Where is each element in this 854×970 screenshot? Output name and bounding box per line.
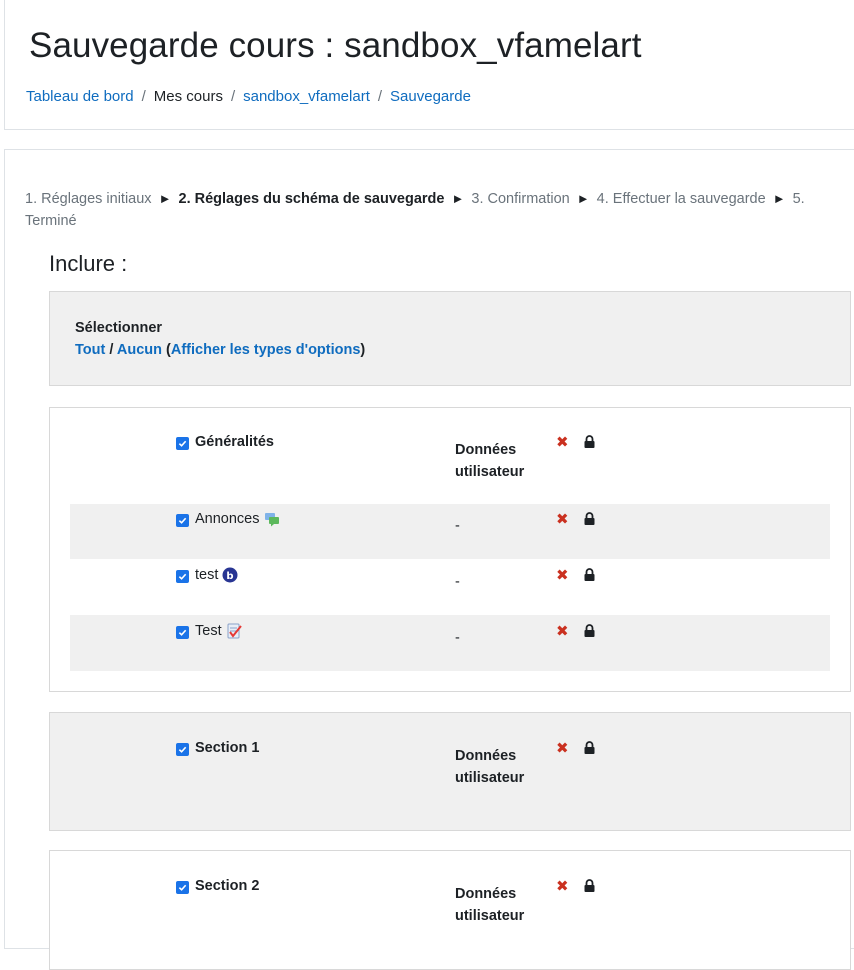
step-arrow: ► <box>451 191 465 206</box>
section-general-label: Généralités <box>195 434 274 450</box>
section-general-checkbox[interactable] <box>176 437 189 450</box>
activity-annonces-label <box>195 511 280 527</box>
section-2-checkbox[interactable] <box>176 881 189 894</box>
cross-icon: ✖ <box>556 623 569 640</box>
forum-icon <box>264 511 280 527</box>
userdata-line2: utilisateur <box>455 464 525 480</box>
step-confirmation: 3. Confirmation <box>471 191 570 207</box>
activity-test-bbb-label <box>195 567 238 583</box>
svg-text:b: b <box>226 571 234 582</box>
quiz-icon <box>226 623 242 639</box>
activity-row <box>70 615 830 671</box>
activity-test-bbb-name: test <box>195 567 219 583</box>
select-all-link[interactable]: Tout <box>75 342 106 358</box>
backup-progress-steps <box>25 188 825 232</box>
activity-test-quiz-checkbox[interactable] <box>176 626 189 639</box>
activity-annonces-name: Annonces <box>195 511 260 527</box>
step-arrow: ► <box>772 191 786 206</box>
userdata-line1: Données <box>455 442 517 458</box>
step-arrow: ► <box>576 191 590 206</box>
cross-icon: ✖ <box>556 567 569 584</box>
breadcrumb-my-courses: Mes cours <box>153 88 223 105</box>
breadcrumb <box>26 88 471 105</box>
step-initial-settings: 1. Réglages initiaux <box>25 191 152 207</box>
userdata-line1: Données <box>455 748 517 764</box>
select-open-paren: ( <box>162 342 171 358</box>
activity-test-quiz-name: Test <box>195 623 222 639</box>
section-1-checkbox[interactable] <box>176 743 189 756</box>
lock-icon <box>584 568 595 581</box>
select-links <box>75 342 365 358</box>
lock-icon <box>584 879 595 892</box>
step-schema-settings: 2. Réglages du schéma de sauvegarde <box>178 191 445 207</box>
activity-test-bbb-checkbox[interactable] <box>176 570 189 583</box>
activity-test-quiz-label <box>195 623 242 639</box>
activity-annonces-checkbox[interactable] <box>176 514 189 527</box>
page-header <box>4 0 854 130</box>
section-1 <box>49 712 851 831</box>
step-perform-backup: 4. Effectuer la sauvegarde <box>596 191 766 207</box>
page-title: Sauvegarde cours : sandbox_vfamelart <box>29 26 642 65</box>
breadcrumb-separator: / <box>377 88 383 105</box>
activity-row <box>70 504 830 559</box>
activity-test-bbb-userdata: - <box>455 574 460 590</box>
breadcrumb-backup[interactable]: Sauvegarde <box>390 88 471 105</box>
breadcrumb-separator: / <box>230 88 236 105</box>
breadcrumb-course[interactable]: sandbox_vfamelart <box>243 88 370 105</box>
activity-test-quiz-userdata: - <box>455 630 460 646</box>
activity-annonces-userdata: - <box>455 518 460 534</box>
activity-row <box>70 559 830 615</box>
lock-icon <box>584 624 595 637</box>
lock-icon <box>584 435 595 448</box>
step-arrow: ► <box>158 191 172 206</box>
bigbluebutton-icon <box>222 567 238 583</box>
cross-icon: ✖ <box>556 434 569 451</box>
select-box <box>49 291 851 386</box>
select-title: Sélectionner <box>75 320 163 336</box>
section-general <box>49 407 851 692</box>
cross-icon: ✖ <box>556 878 569 895</box>
select-none-link[interactable]: Aucun <box>116 342 162 358</box>
section-2-userdata-label <box>455 883 524 927</box>
breadcrumb-dashboard[interactable]: Tableau de bord <box>26 88 134 105</box>
lock-icon <box>584 741 595 754</box>
userdata-line1: Données <box>455 886 517 902</box>
cross-icon: ✖ <box>556 511 569 528</box>
step-complete: 5. Terminé <box>25 191 805 229</box>
userdata-line2: utilisateur <box>455 908 525 924</box>
userdata-line2: utilisateur <box>455 770 525 786</box>
breadcrumb-separator: / <box>141 88 146 105</box>
section-2-label: Section 2 <box>195 878 260 894</box>
show-option-types-link[interactable]: Afficher les types d'options <box>170 342 361 358</box>
section-general-userdata-label <box>455 439 524 483</box>
section-1-userdata-label <box>455 745 524 789</box>
lock-icon <box>584 512 595 525</box>
section-2 <box>49 850 851 970</box>
select-close-paren: ) <box>360 342 366 358</box>
main-content <box>4 149 854 949</box>
select-slash: / <box>105 342 117 358</box>
section-1-label: Section 1 <box>195 740 260 756</box>
cross-icon: ✖ <box>556 740 569 757</box>
include-heading: Inclure : <box>49 251 128 276</box>
